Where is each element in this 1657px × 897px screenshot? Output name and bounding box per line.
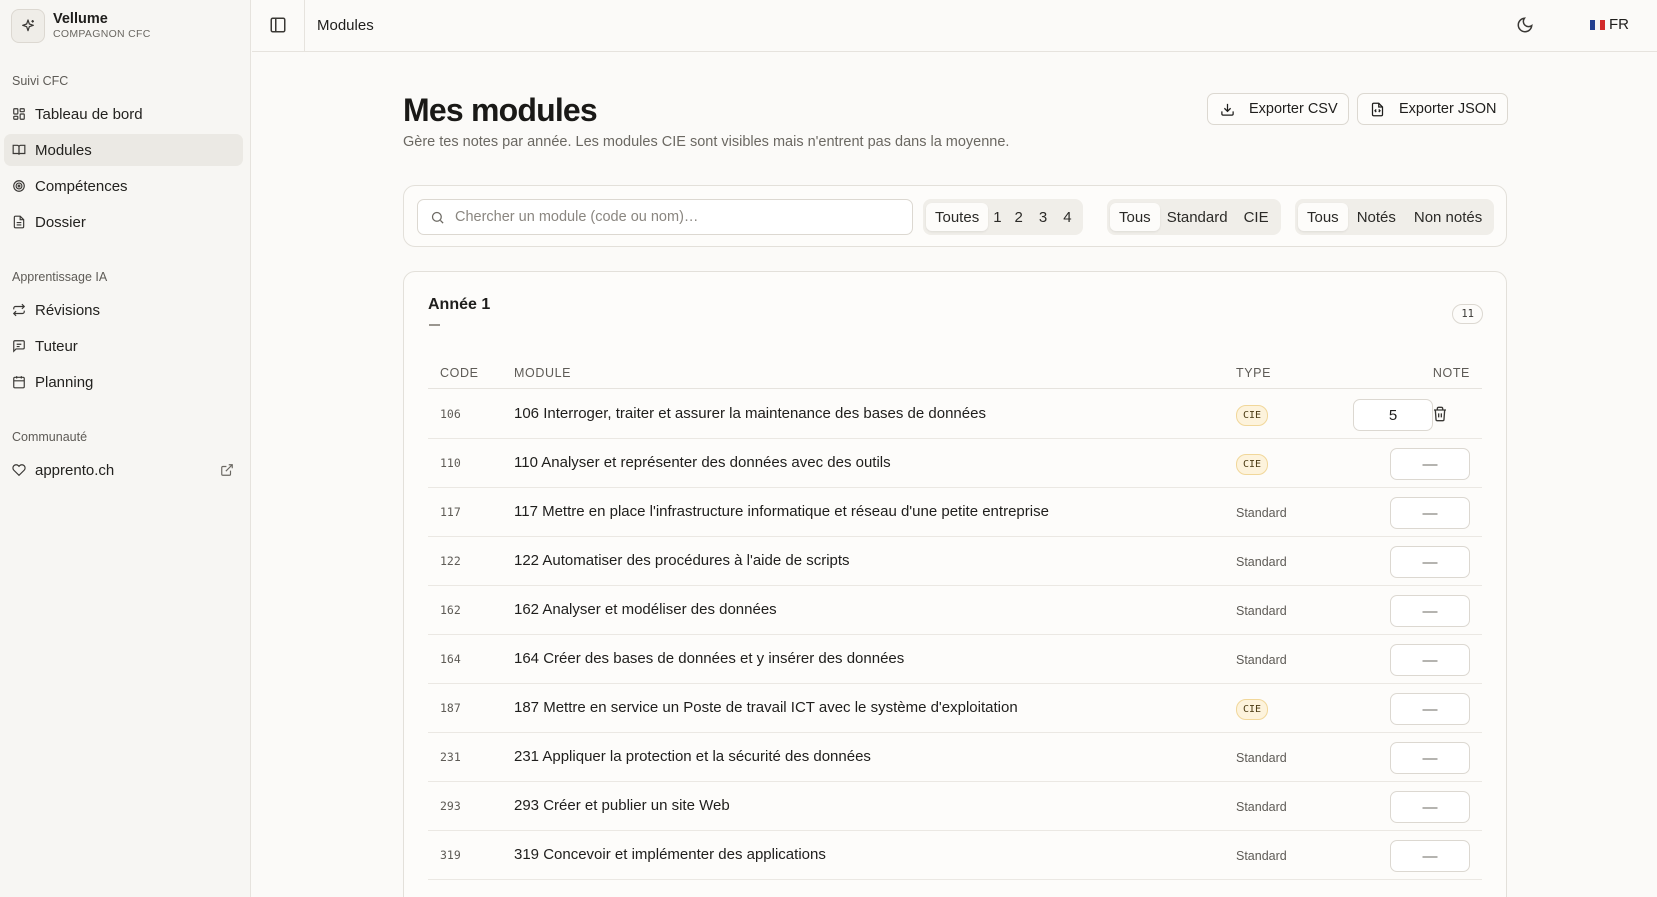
topbar	[252, 0, 1657, 52]
table-row	[428, 390, 1482, 439]
search-icon	[430, 210, 445, 225]
grade-input[interactable]	[1390, 840, 1470, 872]
type-label: Standard	[1236, 653, 1287, 667]
sidebar-item-revisions[interactable]	[4, 294, 243, 326]
section-label-suivi: Suivi CFC	[12, 74, 69, 88]
type-label: Standard	[1236, 800, 1287, 814]
module-name: 231 Appliquer la protection et la sécurité des données	[514, 748, 871, 765]
chat-icon	[12, 339, 26, 353]
section-label-apprentissage: Apprentissage IA	[12, 270, 108, 284]
grade-input[interactable]	[1390, 791, 1470, 823]
section-label-communaute: Communauté	[12, 430, 88, 444]
graded-filter-ungraded[interactable]: Non notés	[1413, 208, 1483, 226]
sidebar-item-label: Révisions	[35, 301, 101, 319]
module-code: 164	[440, 652, 461, 666]
type-badge-cie: CIE	[1236, 699, 1268, 720]
sidebar-item-label: Dossier	[35, 213, 86, 231]
year-filter-2[interactable]: 2	[1014, 208, 1023, 226]
export-csv-label: Exporter CSV	[1249, 101, 1338, 117]
table-row	[428, 831, 1482, 880]
type-filter-all[interactable]: Tous	[1110, 203, 1160, 231]
module-count-badge: 11	[1452, 304, 1483, 324]
module-code: 231	[440, 750, 461, 764]
module-name: 164 Créer des bases de données et y insérer des données	[514, 650, 905, 667]
type-badge-cie: CIE	[1236, 405, 1268, 426]
module-code: 293	[440, 799, 461, 813]
year-filter-4[interactable]: 4	[1063, 208, 1072, 226]
type-filter-standard[interactable]: Standard	[1166, 208, 1228, 226]
module-name: 117 Mettre en place l'infrastructure informatique et réseau d'une petite entreprise	[514, 503, 1049, 520]
dashboard-icon	[12, 107, 26, 121]
calendar-icon	[12, 375, 26, 389]
grade-input[interactable]	[1390, 448, 1470, 480]
export-json-label: Exporter JSON	[1399, 101, 1497, 117]
flag-fr-icon	[1590, 20, 1605, 30]
heart-icon	[12, 463, 26, 477]
sidebar-item-label: Compétences	[35, 177, 128, 195]
table-row	[428, 537, 1482, 586]
trash-icon[interactable]	[1432, 406, 1448, 422]
brand-subtitle: COMPAGNON CFC	[53, 28, 151, 40]
table-row	[428, 439, 1482, 488]
table-row	[428, 782, 1482, 831]
type-label: Standard	[1236, 604, 1287, 618]
grade-input[interactable]	[1390, 497, 1470, 529]
module-name: 110 Analyser et représenter des données avec des outils	[514, 454, 891, 471]
grade-input[interactable]	[1390, 546, 1470, 578]
sidebar-item-dossier[interactable]	[4, 206, 243, 238]
topbar-divider	[304, 0, 305, 52]
type-label: Standard	[1236, 555, 1287, 569]
graded-filter	[1295, 199, 1494, 235]
module-code: 117	[440, 505, 461, 519]
language-switch[interactable]	[1590, 16, 1629, 33]
module-code: 162	[440, 603, 461, 617]
file-icon	[12, 215, 26, 229]
sidebar-item-label: Planning	[35, 373, 94, 391]
module-name: 122 Automatiser des procédures à l'aide de scripts	[514, 552, 850, 569]
target-icon	[12, 179, 26, 193]
sparkles-icon	[11, 9, 45, 43]
year-filter-all[interactable]: Toutes	[926, 203, 988, 231]
module-code: 319	[440, 848, 461, 862]
grade-input[interactable]	[1390, 595, 1470, 627]
topbar-title: Modules	[317, 17, 374, 34]
column-header-code: CODE	[440, 366, 479, 380]
file-json-icon	[1370, 102, 1385, 117]
filter-card	[403, 185, 1507, 247]
sidebar-toggle-icon[interactable]	[269, 16, 287, 34]
download-icon	[1220, 102, 1235, 117]
grade-input[interactable]	[1390, 693, 1470, 725]
sidebar-item-label: Modules	[35, 141, 92, 159]
type-label: Standard	[1236, 751, 1287, 765]
moon-icon[interactable]	[1516, 16, 1534, 34]
table-row	[428, 733, 1482, 782]
year-filter	[923, 199, 1083, 235]
sidebar-item-label: Tuteur	[35, 337, 78, 355]
book-icon	[12, 143, 26, 157]
table-row	[428, 635, 1482, 684]
brand-name: Vellume	[53, 11, 108, 27]
type-label: Standard	[1236, 849, 1287, 863]
sidebar-item-dashboard[interactable]	[4, 98, 243, 130]
sidebar-item-modules[interactable]	[4, 134, 243, 166]
external-link-icon	[220, 463, 234, 477]
year-filter-1[interactable]: 1	[993, 208, 1002, 226]
type-badge-cie: CIE	[1236, 454, 1268, 475]
column-header-module: MODULE	[514, 366, 572, 380]
module-code: 110	[440, 456, 461, 470]
type-label: Standard	[1236, 506, 1287, 520]
search-input[interactable]	[455, 209, 895, 225]
repeat-icon	[12, 303, 26, 317]
module-name: 293 Créer et publier un site Web	[514, 797, 730, 814]
sidebar	[0, 0, 251, 897]
grade-input[interactable]	[1390, 742, 1470, 774]
export-csv-button[interactable]	[1207, 93, 1349, 125]
type-filter	[1107, 199, 1281, 235]
sidebar-item-apprento[interactable]	[4, 454, 243, 486]
page-subtitle: Gère tes notes par année. Les modules CIE sont visibles mais n'entrent pas dans la moyenne.	[403, 134, 1010, 150]
export-json-button[interactable]	[1357, 93, 1508, 125]
sidebar-item-label: apprento.ch	[35, 461, 115, 479]
grade-input[interactable]	[1353, 399, 1433, 431]
sidebar-item-planning[interactable]	[4, 366, 243, 398]
module-name: 319 Concevoir et implémenter des applications	[514, 846, 826, 863]
type-filter-cie[interactable]: CIE	[1243, 208, 1269, 226]
module-name: 162 Analyser et modéliser des données	[514, 601, 777, 618]
module-code: 122	[440, 554, 461, 568]
brand[interactable]	[0, 0, 250, 52]
table-header	[428, 358, 1482, 389]
module-name: 106 Interroger, traiter et assurer la maintenance des bases de données	[514, 405, 986, 422]
grade-input[interactable]	[1390, 644, 1470, 676]
search-box[interactable]	[417, 199, 913, 235]
table-row	[428, 586, 1482, 635]
year-filter-3[interactable]: 3	[1038, 208, 1048, 226]
column-header-type: TYPE	[1236, 366, 1272, 380]
graded-filter-all[interactable]: Tous	[1298, 203, 1348, 231]
year-title: Année 1	[428, 296, 491, 313]
graded-filter-graded[interactable]: Notés	[1356, 208, 1396, 226]
year-dash	[429, 324, 440, 326]
sidebar-item-label: Tableau de bord	[35, 105, 143, 123]
column-header-note: NOTE	[1432, 366, 1470, 380]
module-code: 106	[440, 407, 461, 421]
table-row	[428, 684, 1482, 733]
table-row	[428, 488, 1482, 537]
module-code: 187	[440, 701, 461, 715]
module-name: 187 Mettre en service un Poste de travail ICT avec le système d'exploitation	[514, 699, 1018, 716]
page-title: Mes modules	[403, 92, 597, 128]
language-label: FR	[1609, 16, 1629, 33]
sidebar-item-tuteur[interactable]	[4, 330, 243, 362]
sidebar-item-competences[interactable]	[4, 170, 243, 202]
year-card	[403, 271, 1507, 897]
